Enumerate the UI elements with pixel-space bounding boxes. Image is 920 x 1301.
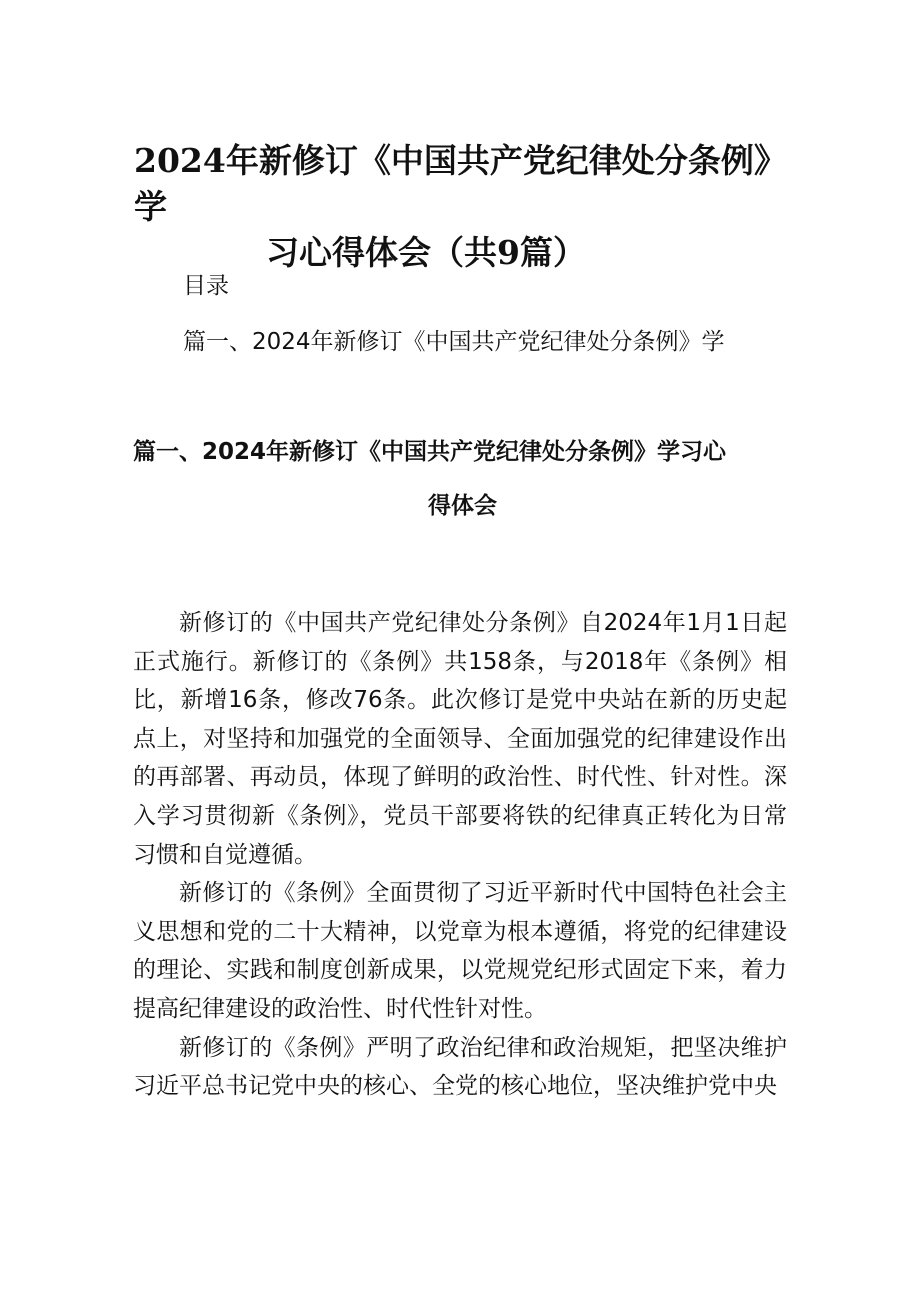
section-title-line-1: 篇一、2024年新修订《中国共产党纪律处分条例》学习心 bbox=[133, 439, 727, 465]
document-title bbox=[120, 138, 800, 276]
toc-item-1[interactable]: 篇一、2024年新修订《中国共产党纪律处分条例》学 bbox=[183, 329, 725, 355]
paragraph-3: 新修订的《条例》严明了政治纪律和政治规矩，把坚决维护习近平总书记党中央的核心、全党的核心地位，坚决维护党中央 bbox=[133, 1034, 787, 1100]
body-text bbox=[133, 604, 787, 1106]
document-title-line-2: 习心得体会（共9篇） bbox=[266, 233, 586, 272]
document-title-line-1: 2024年新修订《中国共产党纪律处分条例》学 bbox=[134, 141, 787, 226]
section-title-line-2: 得体会 bbox=[428, 493, 497, 519]
toc-heading: 目录 bbox=[183, 273, 229, 299]
section-title bbox=[133, 436, 733, 522]
paragraph-2: 新修订的《条例》全面贯彻了习近平新时代中国特色社会主义思想和党的二十大精神，以党章为根本遵循，将党的纪律建设的理论、实践和制度创新成果，以党规党纪形式固定下来，着力提高纪律建设的政治性、时代性针对性。 bbox=[133, 880, 787, 1022]
paragraph-1: 新修订的《中国共产党纪律处分条例》自2024年1月1日起正式施行。新修订的《条例》共158条，与2018年《条例》相比，新增16条，修改76条。此次修订是党中央站在新的历史起点上，对坚持和加强党的全面领导、全面加强党的纪律建设作出的再部署、再动员，体现了鲜明的政治性、时代性、针对性。深入学习贯彻新《条例》，党员干部要将铁的纪律真正转化为日常习惯和自觉遵循。 bbox=[133, 610, 787, 868]
